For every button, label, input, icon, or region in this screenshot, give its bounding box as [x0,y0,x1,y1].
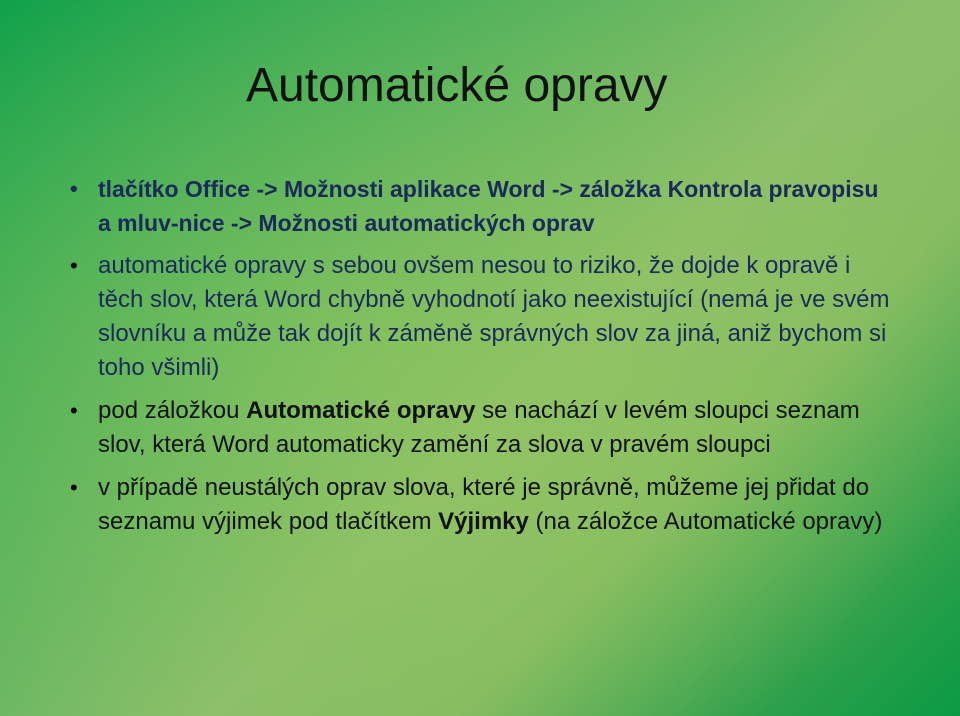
bullet-text-bold: Automatické opravy [246,397,476,424]
bullet-dot-icon: • [70,398,78,423]
bullet-dot-icon: • [70,475,78,500]
slide-title: Automatické opravy [246,59,668,112]
bullet-text-bold: Výjimky [438,508,529,535]
bullet-item [70,172,890,240]
bullet-item [70,249,890,385]
bullet-text: automatické opravy s sebou ovšem nesou to riziko, že dojde k opravě i těch slov, která Word chybně vyhodnotí jako neexistující (nemá je ve svém slovníku a může tak dojít k záměně správných slov za jiná, aniž bychom si toho všimli) [98,252,890,381]
bullet-dot-icon: • [70,253,78,278]
bullet-text-before: pod záložkou [98,397,247,424]
bullet-text: tlačítko Office -> Možnosti aplikace Word -> záložka Kontrola pravopisu a mluv-nice -> Možnosti automatických oprav [98,176,879,236]
bullet-text-before: v případě neustálých oprav slova, které je správně, můžeme jej přidat do seznamu výjimek pod tlačítkem [98,474,870,535]
bullet-text-after: (na záložce Automatické opravy) [528,508,883,535]
bullet-list [70,172,890,548]
bullet-item [70,394,890,462]
bullet-dot-icon: • [70,176,78,201]
bullet-item [70,471,890,539]
bullet-text-after: se nachází v levém sloupci seznam slov, která Word automaticky zamění za slova v pravém sloupci [98,397,860,458]
